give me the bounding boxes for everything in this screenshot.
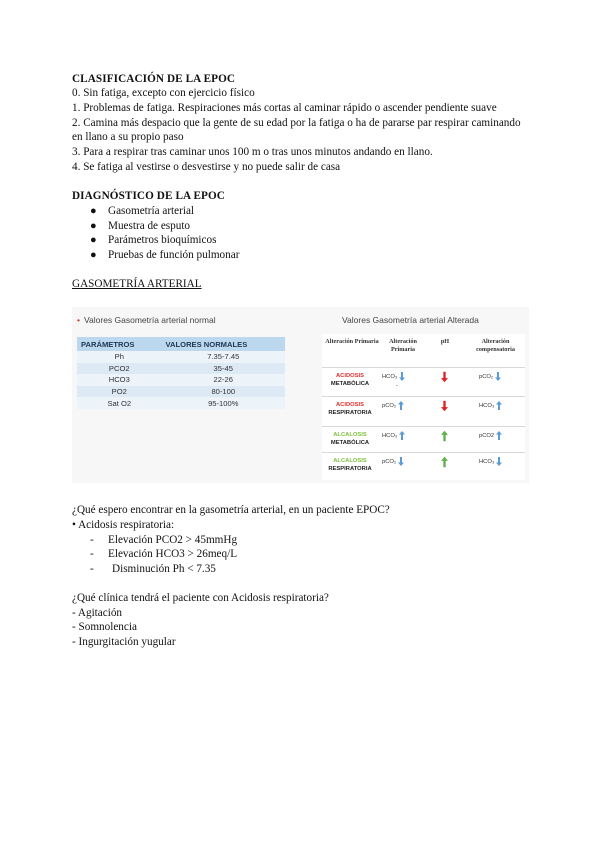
dash: - — [396, 383, 398, 389]
dash: - — [90, 563, 94, 575]
clasificacion-title: CLASIFICACIÓN DE LA EPOC — [72, 73, 236, 85]
bullet-icon: ● — [90, 220, 97, 232]
table-row — [322, 452, 525, 481]
table-row: PO2 80-100 — [77, 386, 285, 398]
table-row: HCO3 22-26 — [77, 374, 285, 386]
clasificacion-item: 2. Camina más despacio que la gente de su edad por la fatiga o ha de pararse par respirar caminando — [72, 117, 521, 129]
table-header: Alteración compensatoria — [476, 338, 515, 353]
arrow-down-icon — [399, 372, 405, 381]
clasificacion-item: 3. Para a respirar tras caminar unos 100 m o tras unos minutos andando en llano. — [72, 146, 433, 158]
ph-cell — [439, 371, 448, 383]
compensatory-alteration: pCO₂ — [479, 372, 501, 381]
compensatory-alteration: HCO₃ — [479, 401, 502, 410]
alteration-type: ACIDOSIS — [335, 373, 365, 379]
arrow-up-icon — [399, 431, 405, 440]
diagnostico-title: DIAGNÓSTICO DE LA EPOC — [72, 190, 225, 202]
alteration-type: ACIDOSIS — [335, 402, 365, 408]
primary-alteration: pCO₂ — [382, 401, 404, 410]
alteration-type: ALCALOSIS — [333, 432, 367, 438]
alteration-kind: METABÓLICA — [330, 381, 370, 387]
answer-item: - Agitación — [72, 607, 123, 619]
primary-alteration: pCO₂ — [382, 457, 404, 466]
arrow-up-icon — [496, 401, 502, 410]
table-header: pH — [440, 338, 450, 345]
arrow-up-icon — [398, 401, 404, 410]
table-row: Ph 7.35-7.45 — [77, 351, 285, 363]
arrow-down-icon — [496, 457, 502, 466]
gasometria-title: GASOMETRÍA ARTERIAL — [72, 278, 202, 290]
table-header: Alteración Primaria — [325, 338, 379, 345]
alteration-label — [322, 372, 378, 388]
primary-alteration: HCO₃ — [382, 431, 405, 440]
compensatory-alteration: pCO2 — [479, 431, 502, 440]
alteration-label — [322, 457, 378, 473]
alteration-kind: RESPIRATORIA — [328, 410, 372, 416]
altered-values-table — [322, 334, 525, 480]
table-row: PCO2 35-45 — [77, 363, 285, 375]
answer-item: - Somnolencia — [72, 621, 137, 633]
clasificacion-item: 4. Se fatiga al vestirse o desvestirse y no puede salir de casa — [72, 161, 341, 173]
clasificacion-item: 0. Sin fatiga, excepto con ejercicio físico — [72, 87, 255, 99]
altered-table-caption: Valores Gasometría arterial Alterada — [342, 315, 479, 325]
table-row — [322, 426, 525, 453]
alteration-kind: RESPIRATORIA — [328, 466, 372, 472]
question-1: ¿Qué espero encontrar en la gasometría arterial, en un paciente EPOC? — [72, 504, 390, 516]
bullet-icon: ● — [90, 205, 97, 217]
question-2: ¿Qué clínica tendrá el paciente con Acidosis respiratoria? — [72, 592, 329, 604]
table-header: PARÁMETROS — [77, 337, 162, 351]
normal-values-table — [77, 337, 285, 409]
arrow-up-icon — [441, 430, 448, 442]
normal-table-caption: • Valores Gasometría arterial normal — [77, 315, 216, 325]
arrow-up-icon — [496, 431, 502, 440]
question-1-subtitle: • Acidosis respiratoria: — [72, 519, 175, 531]
alteration-kind: METABÓLICA — [330, 440, 370, 446]
ph-cell — [439, 456, 448, 468]
primary-alteration: HCO₃ — [382, 372, 405, 381]
bullet-icon: ● — [90, 234, 97, 246]
diagnostico-item: Pruebas de función pulmonar — [108, 249, 240, 261]
table-header: Alteración Primaria — [389, 338, 417, 353]
dash: - — [90, 534, 94, 546]
ph-cell — [439, 430, 448, 442]
answer-item: Elevación PCO2 > 45mmHg — [108, 534, 238, 546]
arrow-up-icon — [441, 456, 448, 468]
alteration-label — [322, 401, 378, 417]
ph-cell — [439, 400, 448, 412]
alteration-label — [322, 431, 378, 447]
compensatory-alteration: HCO₃ — [479, 457, 502, 466]
clasificacion-item: 1. Problemas de fatiga. Respiraciones más cortas al caminar rápido o ascender pendiente suave — [72, 102, 497, 114]
answer-item: Disminución Ph < 7.35 — [112, 563, 216, 575]
answer-item: Elevación HCO3 > 26meq/L — [108, 548, 238, 560]
diagnostico-item: Parámetros bioquímicos — [108, 234, 217, 246]
arrow-down-icon — [495, 372, 501, 381]
diagnostico-item: Muestra de esputo — [108, 220, 191, 232]
bullet-icon: • — [77, 315, 80, 325]
arrow-down-icon — [441, 400, 448, 412]
table-header: VALORES NORMALES — [162, 337, 285, 351]
diagnostico-item: Gasometría arterial — [108, 205, 195, 217]
clasificacion-item: en llano a su propio paso — [72, 131, 184, 143]
table-row — [322, 367, 525, 397]
alteration-type: ALCALOSIS — [333, 458, 367, 464]
table-row: Sat O2 95-100% — [77, 397, 285, 409]
answer-item: - Ingurgitación yugular — [72, 636, 176, 648]
gasometria-figure — [72, 307, 529, 483]
table-row — [322, 396, 525, 427]
bullet-icon: ● — [90, 249, 97, 261]
arrow-down-icon — [398, 457, 404, 466]
arrow-down-icon — [441, 371, 448, 383]
dash: - — [90, 548, 94, 560]
